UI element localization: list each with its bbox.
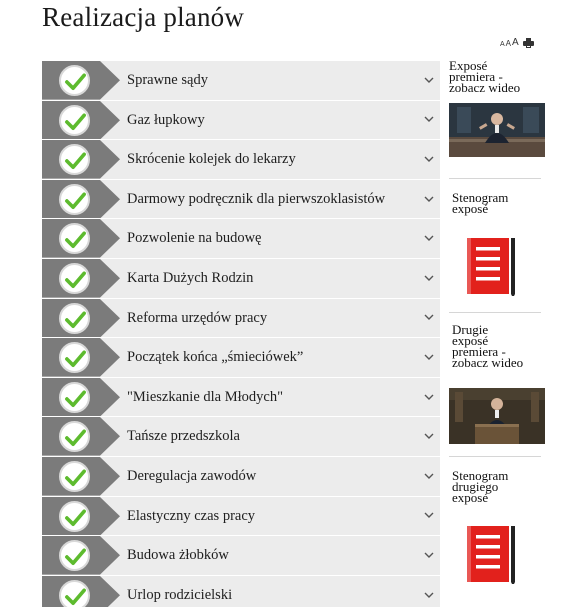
plan-label: Darmowy podręcznik dla pierwszoklasistów bbox=[127, 190, 386, 207]
font-medium-button[interactable]: A bbox=[505, 39, 512, 48]
chevron-down-icon[interactable] bbox=[420, 417, 438, 456]
divider bbox=[449, 178, 541, 179]
plan-row[interactable] bbox=[42, 338, 440, 378]
plan-label: Urlop rodzicielski bbox=[127, 586, 233, 603]
check-icon bbox=[59, 580, 90, 607]
chevron-down-icon[interactable] bbox=[420, 378, 438, 417]
check-icon bbox=[59, 382, 90, 413]
chevron-down-icon[interactable] bbox=[420, 299, 438, 338]
steno-link[interactable]: Stenogram exposé bbox=[452, 190, 509, 216]
plan-label: Elastyczny czas pracy bbox=[127, 507, 256, 524]
chevron-down-icon[interactable] bbox=[420, 338, 438, 377]
plan-row[interactable] bbox=[42, 219, 440, 259]
plan-row[interactable] bbox=[42, 417, 440, 457]
expose2-video-title[interactable]: Drugie exposé premiera - zobacz wideo bbox=[452, 322, 524, 370]
chevron-down-icon[interactable] bbox=[420, 536, 438, 575]
page-title: Realizacja planów bbox=[42, 2, 245, 32]
check-icon bbox=[59, 501, 90, 532]
plan-label: Budowa żłobków bbox=[127, 547, 229, 564]
plan-label: Początek końca „śmieciówek” bbox=[127, 349, 304, 366]
chevron-down-icon[interactable] bbox=[420, 259, 438, 298]
check-icon bbox=[59, 461, 90, 492]
check-icon bbox=[59, 223, 90, 254]
video-thumbnail[interactable] bbox=[449, 103, 545, 157]
plan-label: Deregulacja zawodów bbox=[127, 467, 257, 484]
font-large-button[interactable]: A bbox=[512, 37, 519, 48]
sidebar bbox=[449, 60, 542, 119]
font-small-button[interactable]: A bbox=[500, 41, 505, 48]
plan-label: Sprawne sądy bbox=[127, 72, 208, 88]
plan-row[interactable] bbox=[42, 378, 440, 418]
check-icon bbox=[59, 421, 90, 452]
check-icon bbox=[59, 342, 90, 373]
plan-row[interactable] bbox=[42, 457, 440, 497]
plan-row[interactable] bbox=[42, 180, 440, 220]
chevron-down-icon[interactable] bbox=[420, 140, 438, 179]
document-icon[interactable] bbox=[467, 526, 521, 584]
steno2-link[interactable]: Stenogram drugiego exposé bbox=[452, 468, 509, 505]
plan-row[interactable] bbox=[42, 140, 440, 180]
plan-label: Tańsze przedszkola bbox=[127, 428, 240, 445]
font-size-tools bbox=[500, 37, 534, 48]
plan-label: "Mieszkanie dla Młodych" bbox=[127, 388, 283, 405]
plan-label: Pozwolenie na budowę bbox=[127, 230, 262, 247]
plan-row[interactable] bbox=[42, 576, 440, 607]
check-icon bbox=[59, 540, 90, 571]
check-icon bbox=[59, 184, 90, 215]
printer-icon[interactable] bbox=[523, 38, 534, 48]
check-icon bbox=[59, 105, 90, 136]
plan-label: Gaz łupkowy bbox=[127, 111, 205, 128]
plan-row[interactable] bbox=[42, 299, 440, 339]
plan-label: Skrócenie kolejek do lekarzy bbox=[127, 151, 296, 168]
chevron-down-icon[interactable] bbox=[420, 180, 438, 219]
plan-row[interactable] bbox=[42, 497, 440, 537]
chevron-down-icon[interactable] bbox=[420, 576, 438, 607]
document-icon[interactable] bbox=[467, 238, 521, 296]
plan-row[interactable] bbox=[42, 259, 440, 299]
chevron-down-icon[interactable] bbox=[420, 457, 438, 496]
chevron-down-icon[interactable] bbox=[420, 61, 438, 100]
chevron-down-icon[interactable] bbox=[420, 497, 438, 536]
plan-label: Karta Dużych Rodzin bbox=[127, 269, 254, 286]
check-icon bbox=[59, 303, 90, 334]
check-icon bbox=[59, 263, 90, 294]
chevron-down-icon[interactable] bbox=[420, 219, 438, 258]
divider bbox=[449, 456, 541, 457]
plan-row[interactable] bbox=[42, 536, 440, 576]
chevron-down-icon[interactable] bbox=[420, 101, 438, 140]
plans-list bbox=[42, 61, 440, 607]
divider bbox=[449, 312, 541, 313]
plan-row[interactable] bbox=[42, 61, 440, 101]
plan-row[interactable] bbox=[42, 101, 440, 141]
expose-video-title[interactable]: Exposé premiera - zobacz wideo bbox=[449, 58, 521, 95]
plan-label: Reforma urzędów pracy bbox=[127, 309, 268, 326]
expose-video-link[interactable] bbox=[449, 60, 542, 119]
check-icon bbox=[59, 144, 90, 175]
check-icon bbox=[59, 65, 90, 96]
video-thumbnail-2[interactable] bbox=[449, 388, 545, 444]
